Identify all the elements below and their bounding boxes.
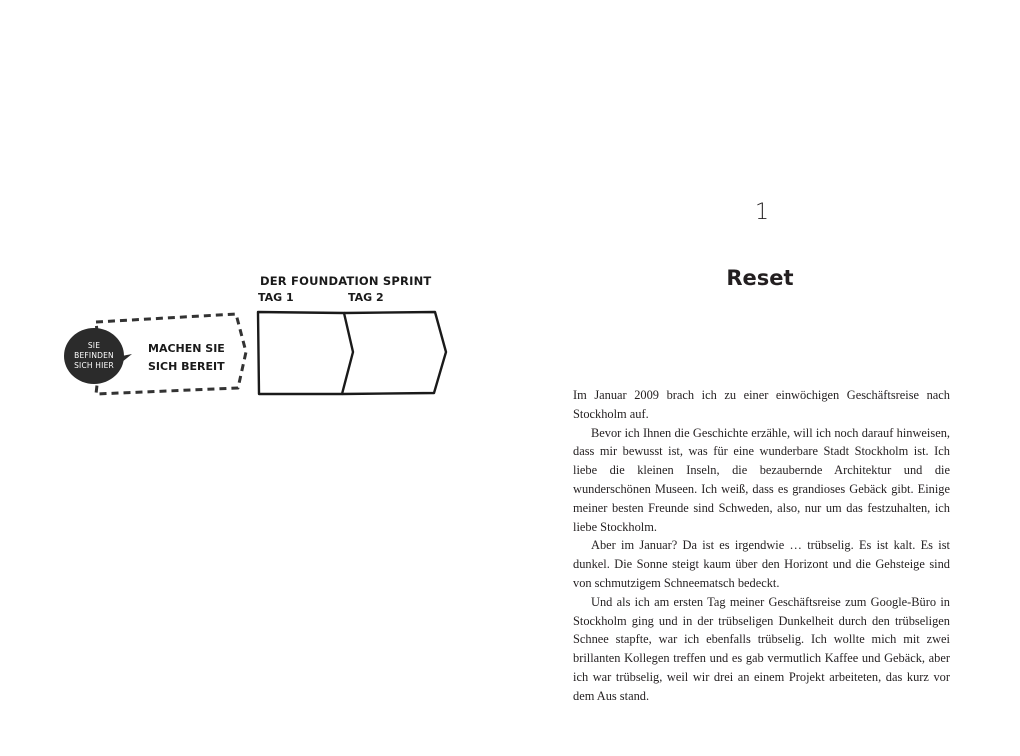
chapter-number: 1: [755, 200, 769, 225]
day-2-label: TAG 2: [348, 291, 384, 304]
paragraph: Im Januar 2009 brach ich zu einer einwöchigen Geschäftsreise nach Stockholm auf.: [573, 388, 950, 421]
day-2-box: [342, 312, 446, 394]
you-are-here-text: SIE BEFINDEN SICH HIER: [74, 341, 114, 370]
day-1-label: TAG 1: [258, 291, 294, 304]
chapter-body: [573, 386, 950, 706]
paragraph: Aber im Januar? Da ist es irgendwie … trübselig. Es ist kalt. Es ist dunkel. Die Sonne steigt kaum über den Horizont und die Gehsteige sind von schmutzigem Schneematsch bedeckt.: [573, 538, 950, 590]
diagram-title: DER FOUNDATION SPRINT: [260, 274, 432, 288]
sprint-diagram: [60, 268, 460, 408]
day-1-box: [258, 312, 353, 394]
paragraph: Und als ich am ersten Tag meiner Geschäftsreise zum Google-Büro in Stockholm ging und in der trübseligen Dunkelheit durch den trübseligen Schnee stapfte, war ich ebenfalls trübselig. Ich wollte mich mit zwei brillanten Kollegen treffen und es gab vermutlich Kaffee und Gebäck, aber ich war trübselig, weil wir drei an einem Projekt arbeiteten, das kurz vor dem Aus stand.: [573, 594, 950, 703]
you-are-here-badge: [64, 328, 124, 384]
chapter-title: Reset: [726, 266, 794, 290]
prep-label: MACHEN SIE SICH BEREIT: [148, 342, 225, 373]
paragraph: Bevor ich Ihnen die Geschichte erzähle, will ich noch darauf hinweisen, dass mir bewusst ist, was für eine wunderbare Stadt Stockholm ist. Ich liebe die kleinen Inseln, die bezaubernde Architektur und die wunderschönen Museen. Ich weiß, dass es grandioses Gebäck gibt. Einige meiner besten Freunde sind Schweden, also, nur um das festzuhalten, ich liebe Stockholm.: [573, 425, 950, 534]
